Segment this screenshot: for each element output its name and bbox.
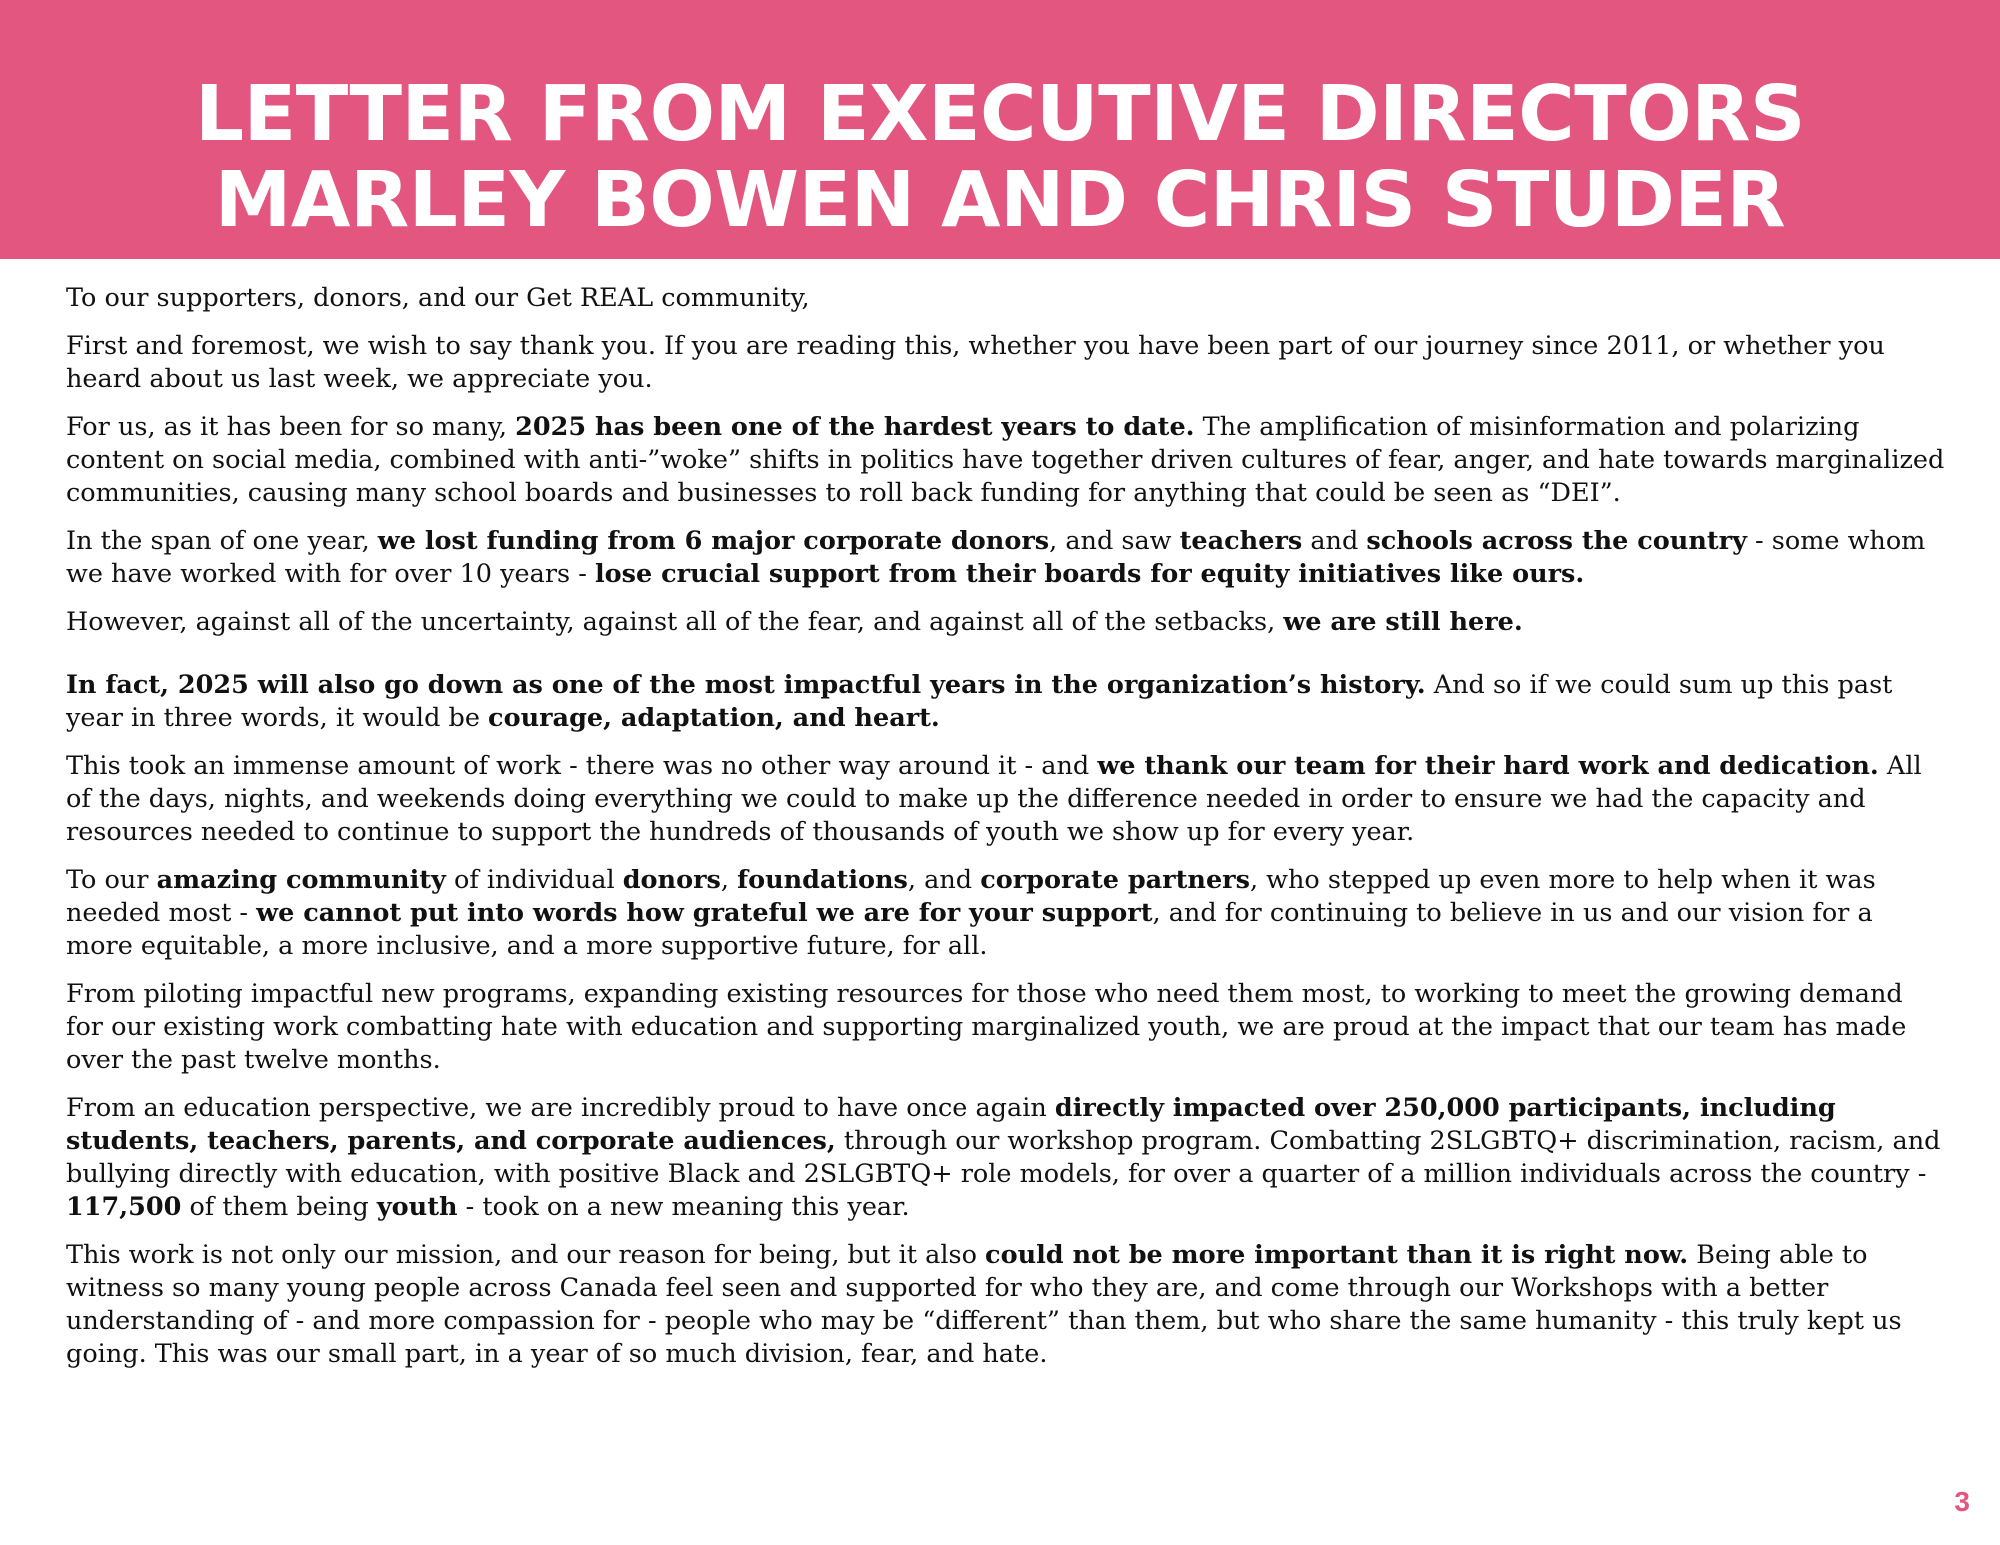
text-run: For us, as it has been for so many, [66,412,516,442]
bold-text-run: youth [376,1192,458,1222]
text-run: - took on a new meaning this year. [457,1192,910,1222]
bold-text-run: foundations [737,865,908,895]
bold-text-run: amazing community [156,865,446,895]
text-run: , [720,865,738,895]
paragraph-still-here [66,606,1946,639]
text-run: From an education perspective, we are incredibly proud to have once again [66,1093,1055,1123]
text-run: - some whom we have worked with for over 10 years - [66,526,1926,589]
page-title-line-1: LETTER FROM EXECUTIVE DIRECTORS [195,70,1805,159]
paragraph-team-thanks [66,750,1946,849]
page-title-line-2: MARLEY BOWEN AND CHRIS STUDER [214,156,1786,245]
text-run: To our [66,865,157,895]
text-run: This work is not only our mission, and our reason for being, but it also [66,1240,986,1270]
paragraph-lost-funding [66,525,1946,591]
text-run: And so if we could sum up this past year in three words, it would be [66,670,1893,733]
text-run: The amplification of misinformation and polarizing content on social media, combined with anti-”woke” shifts in politics have together driven cultures of fear, anger, and hate towards marginalized communities, causing many school boards and businesses to roll back funding for anything that could be seen as “DEI”. [66,412,1945,508]
paragraph-programs [66,978,1946,1077]
paragraph-community-thanks [66,864,1946,963]
bold-text-run: could not be more important than it is right now. [985,1240,1689,1270]
text-run: Being able to witness so many young people across Canada feel seen and supported for who they are, and come through our Workshops with a better understanding of - and more compassion for - people who may be “different” than them, but who share the same humanity - this truly kept us going. This was our small part, in a year of so much division, fear, and hate. [66,1240,1902,1369]
bold-text-run: In fact, 2025 will also go down as one of the most impactful years in the organization’s history. [66,670,1426,700]
bold-text-run: 117,500 [66,1192,182,1222]
bold-text-run: directly impacted over 250,000 participants, including students, teachers, parents, and corporate audiences, [66,1093,1836,1156]
letter-body [66,282,1946,1386]
text-run: through our workshop program. Combatting 2SLGBTQ+ discrimination, racism, and bullying directly with education, with positive Black and 2SLGBTQ+ role models, for over a quarter of a million individuals across the country - [66,1126,1941,1189]
bold-text-run: 2025 has been one of the hardest years to date. [515,412,1195,442]
text-run: of individual [445,865,623,895]
text-run: and [1302,526,1367,556]
bold-text-run: schools across the country [1366,526,1747,556]
text-run: This took an immense amount of work - there was no other way around it - and [66,751,1098,781]
page-title [0,72,2000,244]
page-number: 3 [1954,1486,1970,1517]
paragraph-text: From piloting impactful new programs, expanding existing resources for those who need them most, to working to meet the growing demand for our existing work combatting hate with education and supporting marginalized youth, we are proud at the impact that our team has made over the past twelve months. [66,979,1907,1075]
bold-text-run: we cannot put into words how grateful we are for your support [256,898,1153,928]
text-run: All of the days, nights, and weekends doing everything we could to make up the difference needed in order to ensure we had the capacity and resources needed to continue to support the hundreds of thousands of youth we show up for every year. [66,751,1922,847]
text-run: , and saw [1049,526,1180,556]
bold-text-run: courage, adaptation, and heart. [488,703,940,733]
bold-text-run: corporate partners [980,865,1250,895]
paragraph-impactful-year [66,669,1946,735]
bold-text-run: we are still here. [1283,607,1523,637]
paragraph-thanks [66,330,1946,396]
paragraph-text: First and foremost, we wish to say thank you. If you are reading this, whether you have been part of our journey since 2011, or whether you heard about us last week, we appreciate you. [66,331,1885,394]
paragraph-hardest-year [66,411,1946,510]
salutation-text: To our supporters, donors, and our Get REAL community, [66,283,810,313]
text-run: In the span of one year, [66,526,378,556]
bold-text-run: we lost funding from 6 major corporate donors [377,526,1050,556]
paragraph-education-impact [66,1092,1946,1224]
text-run: , and for continuing to believe in us and our vision for a more equitable, a more inclusive, and a more supportive future, for all. [66,898,1873,961]
paragraph-mission [66,1239,1946,1371]
text-run: However, against all of the uncertainty, against all of the fear, and against all of the setbacks, [66,607,1284,637]
bold-text-run: donors [622,865,721,895]
salutation [66,282,1946,315]
bold-text-run: we thank our team for their hard work and dedication. [1097,751,1879,781]
bold-text-run: teachers [1179,526,1303,556]
text-run: of them being [181,1192,377,1222]
text-run: , who stepped up even more to help when it was needed most - [66,865,1876,928]
text-run: , and [907,865,981,895]
bold-text-run: lose crucial support from their boards for equity initiatives like ours. [594,559,1585,589]
